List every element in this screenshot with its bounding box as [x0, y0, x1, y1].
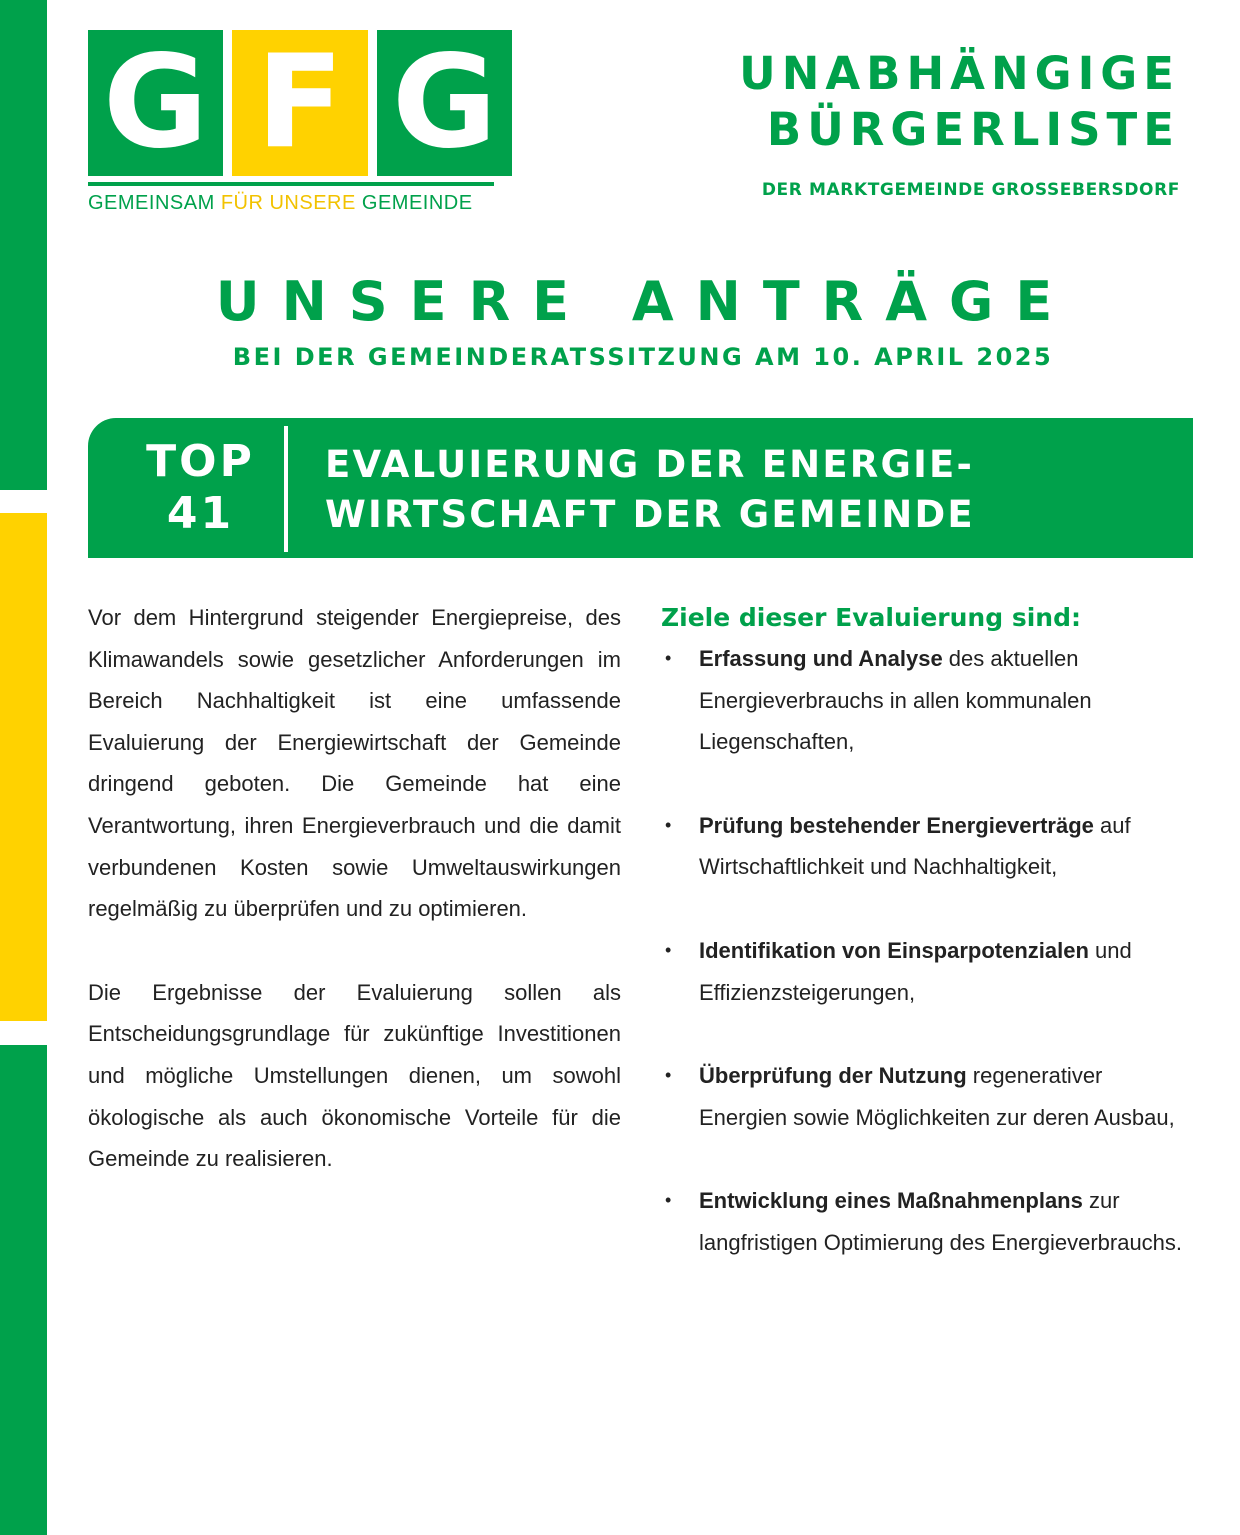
goal-bold-text: Entwicklung eines Maßnahmenplans — [699, 1188, 1083, 1214]
logo-letter-g-second: G — [377, 30, 512, 176]
banner-divider — [284, 426, 288, 552]
bullet-icon: • — [665, 939, 672, 960]
goal-text: regenerativer Energien sowie Möglichkeiten zur deren Ausbau, — [699, 1063, 1175, 1130]
logo-tagline-part2: FÜR UNSERE — [220, 192, 356, 214]
bullet-icon: • — [665, 648, 672, 668]
list-item — [661, 1180, 1196, 1263]
agenda-title-line2: WIRTSCHAFT DER GEMEINDE — [325, 493, 975, 536]
bullet-icon: • — [665, 814, 672, 835]
side-bar-green-bottom — [0, 1045, 47, 1535]
agenda-top-label: TOP — [146, 436, 255, 487]
goal-text: des aktuellen Energieverbrauchs in allen kommunalen Liegenschaften, — [699, 646, 1092, 755]
body-paragraph-2: Die Ergebnisse der Evaluierung sollen als Entscheidungsgrundlage für zukünftige Investitionen und mögliche Umstellungen dienen, um sowohl ökologische als auch ökonomische Vorteile für die Gemeinde zu realisieren. — [88, 979, 621, 1172]
logo-tagline-part3: GEMEINDE — [361, 192, 473, 214]
goal-text: auf Wirtschaftlichkeit und Nachhaltigkeit, — [699, 812, 1131, 880]
goal-bold-text: Identifikation von Einsparpotenzialen — [699, 937, 1089, 963]
goals-heading: Ziele dieser Evaluierung sind: — [661, 603, 1081, 632]
logo-letter-g-first: G — [88, 30, 223, 176]
list-item — [661, 930, 1196, 1013]
logo-tagline — [88, 192, 511, 215]
agenda-top-number: 41 — [166, 488, 235, 539]
agenda-title — [325, 440, 975, 540]
side-bar-yellow — [0, 513, 47, 1021]
page-title: UNSERE ANTRÄGE — [215, 270, 1075, 333]
organization-title-line2: BÜRGERLISTE — [766, 103, 1180, 156]
list-item — [661, 638, 1196, 763]
gfg-logo — [88, 30, 511, 215]
agenda-banner — [88, 418, 1193, 558]
organization-title — [739, 46, 1180, 158]
goals-section — [661, 603, 1196, 1306]
bullet-icon: • — [665, 1190, 672, 1211]
goal-bold-text: Erfassung und Analyse — [699, 646, 943, 671]
logo-underline — [88, 182, 494, 186]
goal-text: und Effizienzsteigerungen, — [699, 937, 1132, 1005]
page-subtitle: BEI DER GEMEINDERATSSITZUNG AM 10. APRIL 2025 — [232, 343, 1054, 371]
goal-bold-text: Überprüfung der Nutzung — [699, 1063, 967, 1089]
organization-subtitle: DER MARKTGEMEINDE GROSSEBERSDORF — [761, 180, 1180, 200]
logo-tagline-part1: GEMEINSAM — [88, 192, 215, 214]
list-item — [661, 805, 1196, 888]
goal-text: zur langfristigen Optimierung des Energieverbrauchs. — [699, 1188, 1183, 1255]
agenda-title-line1: EVALUIERUNG DER ENERGIE- — [325, 443, 975, 486]
list-item — [661, 1055, 1196, 1138]
organization-title-line1: UNABHÄNGIGE — [739, 47, 1180, 100]
side-bar-green-top — [0, 0, 47, 490]
body-paragraph-1: Vor dem Hintergrund steigender Energiepreise, des Klimawandels sowie gesetzlicher Anforderungen im Bereich Nachhaltigkeit ist eine umfassende Evaluierung der Energiewirtschaft der Gemeinde dringend geboten. Die Gemeinde hat eine Verantwortung, ihren Energieverbrauch und die damit verbundenen Kosten sowie Umweltauswirkungen regelmäßig zu überprüfen und zu optimieren. — [88, 605, 621, 922]
agenda-item-number — [128, 436, 273, 540]
body-text — [88, 597, 621, 1222]
logo-letter-f: F — [232, 30, 368, 176]
bullet-icon: • — [665, 1065, 672, 1086]
goals-list — [661, 638, 1196, 1264]
goal-bold-text: Prüfung bestehender Energieverträge — [699, 812, 1094, 838]
